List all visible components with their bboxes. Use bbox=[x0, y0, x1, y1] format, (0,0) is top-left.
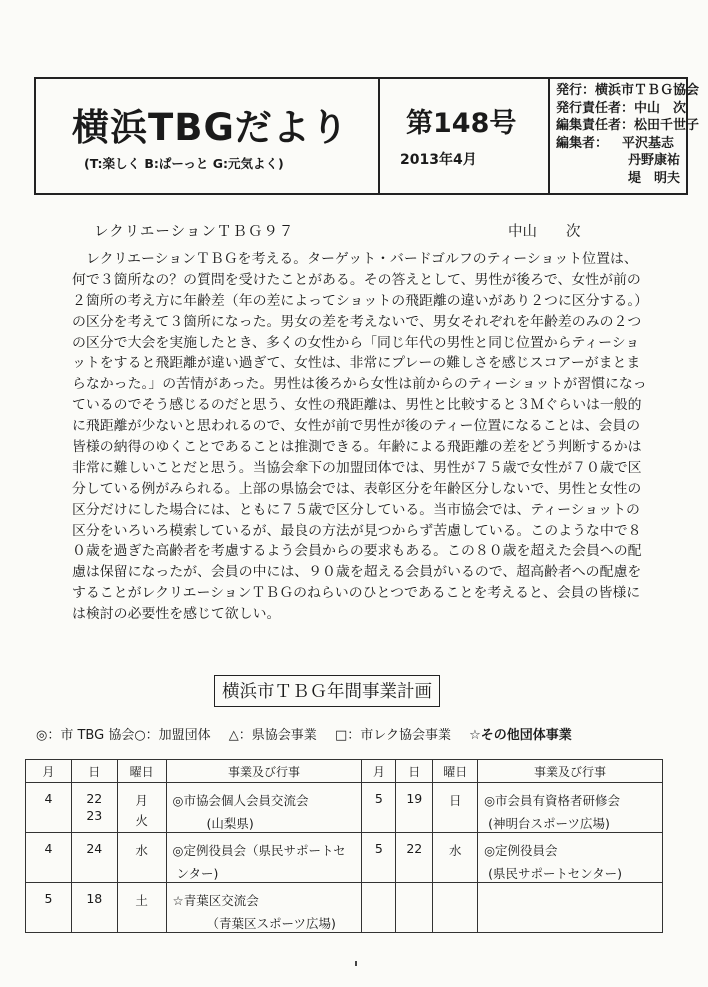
cell-day: 24 bbox=[71, 833, 117, 883]
cell-day: 19 bbox=[396, 783, 433, 833]
editors-row bbox=[556, 135, 699, 153]
editor-name: 丹野康祐 bbox=[628, 153, 681, 168]
article-line: ０歳を過ぎた高齢者を考慮するよう会員からの要求もある。この８０歳を超えた会員への配 bbox=[72, 543, 642, 560]
schedule-legend bbox=[36, 724, 572, 743]
header-month: 月 bbox=[362, 760, 396, 783]
schedule-table bbox=[25, 759, 663, 933]
cell-month: 5 bbox=[362, 783, 396, 833]
cell-event: ◎市会員有資格者研修会 (神明台スポーツ広場) bbox=[478, 783, 663, 833]
issue-number: 第148号 bbox=[406, 108, 517, 139]
header-weekday: 曜日 bbox=[117, 760, 166, 783]
article-line: 非常に難しいことだと思う。当協会傘下の加盟団体では、男性が７５歳で女性が７０歳で区 bbox=[72, 459, 642, 476]
article-line: ットをすると飛距離が違い過ぎて、女性は、非常にプレーの難しさを感じスコアーがまとま bbox=[72, 355, 641, 372]
cell-day: 22 bbox=[396, 833, 433, 883]
header-weekday: 曜日 bbox=[433, 760, 478, 783]
header-event: 事業及び行事 bbox=[166, 760, 362, 783]
article-line: らなかった。」の苦情があった。男性は後ろから女性は前からのティーショットが習慣になっ bbox=[72, 376, 647, 393]
cell-weekday: 水 bbox=[117, 833, 166, 883]
cell-weekday bbox=[433, 883, 478, 933]
responsible-person: 発行責任者：中山 次 bbox=[556, 100, 687, 116]
article-line: に飛距離が少ないと思われるので、女性が前で男性が後のティー位置になることは、会員の bbox=[72, 418, 641, 435]
article-line: は検討の必要性を感じて欲しい。 bbox=[72, 606, 281, 623]
issue-cell bbox=[380, 79, 550, 193]
schedule-title: 横浜市ＴＢＧ年間事業計画 bbox=[214, 675, 440, 707]
scan-speck bbox=[355, 961, 357, 966]
header-event: 事業及び行事 bbox=[478, 760, 663, 783]
cell-month: 5 bbox=[362, 833, 396, 883]
cell-day bbox=[396, 883, 433, 933]
article-line: 慮は保留になったが、会員の中には、９０歳を超える会員がいるので、超高齢者への配慮を bbox=[72, 564, 642, 581]
cell-weekday: 土 bbox=[117, 883, 166, 933]
article-line: レクリエーションＴＢＧを考える。ターゲット・バードゴルフのティーショット位置は、 bbox=[86, 251, 638, 267]
cell-month: 4 bbox=[26, 833, 72, 883]
legend-item: ◎：市 TBG 協会○：加盟団体 bbox=[36, 728, 211, 743]
legend-item: △：県協会事業 bbox=[228, 728, 317, 743]
article-line: ているのでそう感じるのだと思う、女性の飛距離は、男性と比較すると３Ｍぐらいは一般的 bbox=[72, 397, 642, 414]
editors-label: 編集者： bbox=[556, 135, 609, 151]
table-row bbox=[26, 783, 663, 833]
header-month: 月 bbox=[26, 760, 72, 783]
cell-event: ☆青葉区交流会 （青葉区スポーツ広場) bbox=[166, 883, 362, 933]
cell-day: 22 23 bbox=[71, 783, 117, 833]
article-line: の区分を考えて３箇所になった。男女の差を考えないで、男女それぞれを年齢差のみの２つ bbox=[72, 313, 642, 330]
editor-name: 平沢基志 bbox=[622, 135, 675, 151]
newsletter-header bbox=[34, 77, 700, 195]
cell-event: ◎定例役員会（県民サポートセ ンター) bbox=[166, 833, 362, 883]
newsletter-title: 横浜TBGだより bbox=[72, 106, 349, 149]
staff-list bbox=[556, 82, 699, 187]
cell-month bbox=[362, 883, 396, 933]
article-line: ２箇所の考え方に年齢差（年の差によってショットの飛距離の違いがあり２つに区分する。） bbox=[72, 292, 649, 309]
article-line: することがレクリエーションＴＢＧのねらいのひとつであることを考えると、会員の皆様に bbox=[72, 585, 641, 602]
article-line: 何で３箇所なの？の質問を受けたことがある。その答えとして、男性が後ろで、女性が前の bbox=[72, 271, 641, 288]
cell-event: ◎定例役員会 (県民サポートセンター) bbox=[478, 833, 663, 883]
cell-month: 5 bbox=[26, 883, 72, 933]
article-line: 区分だけにした場合には、ともに７５歳で区分している。当市協会では、ティーショットの bbox=[72, 501, 640, 518]
header-day: 日 bbox=[71, 760, 117, 783]
cell-weekday: 日 bbox=[433, 783, 478, 833]
cell-month: 4 bbox=[26, 783, 72, 833]
newsletter-subtitle: (T:楽しく B:ぱーっと G:元気よく) bbox=[84, 156, 284, 171]
article-title: レクリエーションＴＢＧ９７ bbox=[94, 224, 295, 240]
cell-event: ◎市協会個人会員交流会 (山梨県) bbox=[166, 783, 362, 833]
legend-item: □：市レク協会事業 bbox=[334, 728, 451, 743]
article-line: 区分をいろいろ模索しているが、最良の方法が見つからず苦慮している。このような中で８ bbox=[72, 522, 642, 539]
table-row bbox=[26, 883, 663, 933]
staff-cell bbox=[550, 79, 700, 193]
article-line: 皆様の納得のゆくことであることは推測できる。年齢による飛距離の差をどう判断するかは bbox=[72, 439, 642, 456]
issue-date: 2013年4月 bbox=[400, 152, 477, 168]
legend-item: ☆その他団体事業 bbox=[469, 728, 572, 743]
cell-day: 18 bbox=[71, 883, 117, 933]
table-row bbox=[26, 833, 663, 883]
editor-name: 堤 明夫 bbox=[628, 170, 681, 186]
article-author: 中山 次 bbox=[508, 224, 581, 240]
header-day: 日 bbox=[396, 760, 433, 783]
article-line: の区分で大会を実施したとき、多くの女性から「同じ年代の男性と同じ位置からティーショ bbox=[72, 334, 640, 351]
title-cell bbox=[36, 79, 380, 193]
article-body bbox=[72, 249, 708, 625]
cell-weekday: 水 bbox=[433, 833, 478, 883]
publisher: 発行：横浜市ＴＢＧ協会 bbox=[556, 83, 700, 98]
cell-weekday: 月 火 bbox=[117, 783, 166, 833]
table-header-row bbox=[26, 760, 663, 783]
chief-editor: 編集責任者：松田千世子 bbox=[556, 118, 700, 133]
cell-event bbox=[478, 883, 663, 933]
article-line: 分している例がみられる。上部の県協会では、表彰区分を年齢区分しないで、男性と女性の bbox=[72, 480, 642, 497]
